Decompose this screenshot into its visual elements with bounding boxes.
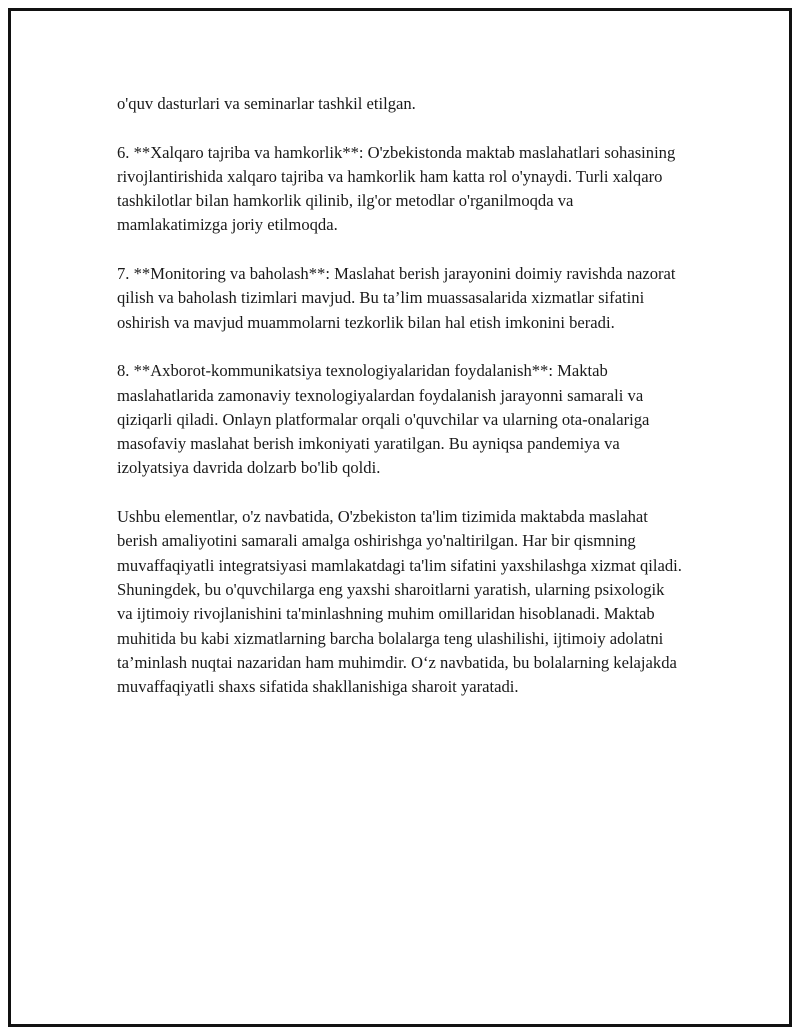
paragraph-item-7: 7. **Monitoring va baholash**: Maslahat berish jarayonini doimiy ravishda nazorat qilish va baholash tizimlari mavjud. Bu ta’lim muassasalarida xizmatlar sifatini oshirish va mavjud muammolarni tezkorlik bilan hal etish imkonini beradi.: [117, 264, 676, 332]
document-body: [117, 92, 682, 699]
paragraph-conclusion: Ushbu elementlar, o'z navbatida, O'zbekiston ta'lim tizimida maktabda maslahat berish amaliyotini samarali amalga oshirishga yo'naltirilgan. Har bir qismning muvaffaqiyatli integratsiyasi mamlakatdagi ta'lim sifatini yaxshilashga xizmat qiladi. Shuningdek, bu o'quvchilarga eng yaxshi sharoitlarni yaratish, ularning psixologik va ijtimoiy rivojlanishini ta'minlashning muhim omillaridan hisoblanadi. Maktab muhitida bu kabi xizmatlarning barcha bolalarga teng ulashilishi, ijtimoiy adolatni ta’minlash nuqtai nazaridan ham muhimdir. O‘z navbatida, bu bolalarning kelajakda muvaffaqiyatli shaxs sifatida shakllanishiga sharoit yaratadi.: [117, 507, 682, 697]
paragraph-item-6: 6. **Xalqaro tajriba va hamkorlik**: O'zbekistonda maktab maslahatlari sohasining rivojlantirishida xalqaro tajriba va hamkorlik ham katta rol o'ynaydi. Turli xalqaro tashkilotlar bilan hamkorlik qilinib, ilg'or metodlar o'rganilmoqda va mamlakatimizga joriy etilmoqda.: [117, 142, 676, 235]
paragraph-item-8: 8. **Axborot-kommunikatsiya texnologiyalaridan foydalanish**: Maktab maslahatlarida zamonaviy texnologiyalardan foydalanish jarayonni samarali va qiziqarli qiladi. Onlayn platformalar orqali o'quvchilar va ularning ota-onalariga masofaviy maslahat berish imkoniyati yaratilgan. Bu ayniqsa pandemiya va izolyatsiya davrida dolzarb bo'lib qoldi.: [117, 361, 650, 478]
paragraph-continuation: o'quv dasturlari va seminarlar tashkil etilgan.: [117, 94, 416, 113]
